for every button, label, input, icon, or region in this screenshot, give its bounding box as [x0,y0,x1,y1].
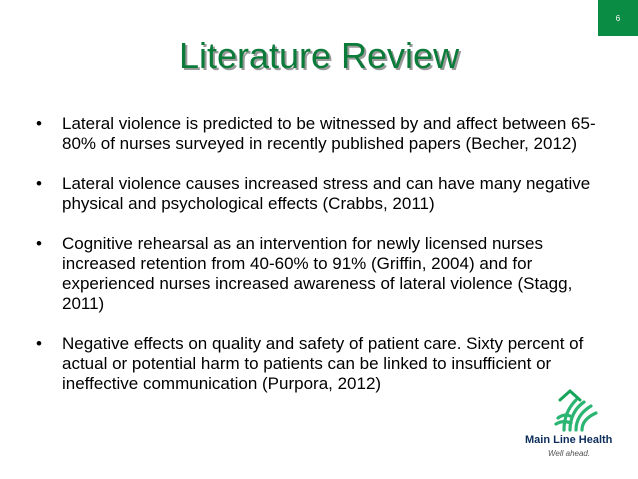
bullet-item [36,114,602,154]
bullet-text: Cognitive rehearsal as an intervention for newly licensed nurses increased retention from 40-60% to 91% (Griffin, 2004) and for experienced nurses increased awareness of lateral violence (Stagg, 2011) [62,234,573,313]
bullet-marker: • [36,334,42,353]
bullet-list [36,114,602,414]
bullet-item [36,234,602,314]
bullet-text: Negative effects on quality and safety of patient care. Sixty percent of actual or potential harm to patients can be linked to insufficient or ineffective communication (Purpora, 2012) [62,334,584,393]
page-number-badge [598,0,638,36]
main-line-health-logo [520,388,630,468]
logo-brand-name: Main Line Health [525,434,613,446]
bullet-item [36,334,602,394]
bullet-text: Lateral violence causes increased stress and can have many negative physical and psychological effects (Crabbs, 2011) [62,174,591,213]
bullet-marker: • [36,114,42,133]
stylized-tree-lines-icon [550,388,600,432]
bullet-marker: • [36,234,42,253]
bullet-text: Lateral violence is predicted to be witnessed by and affect between 65-80% of nurses surveyed in recently published papers (Becher, 2012) [62,114,596,153]
page-number: 6 [615,13,621,23]
bullet-marker: • [36,174,42,193]
bullet-item [36,174,602,214]
slide-title: Literature Review [178,35,460,76]
logo-tagline: Well ahead. [548,449,591,458]
